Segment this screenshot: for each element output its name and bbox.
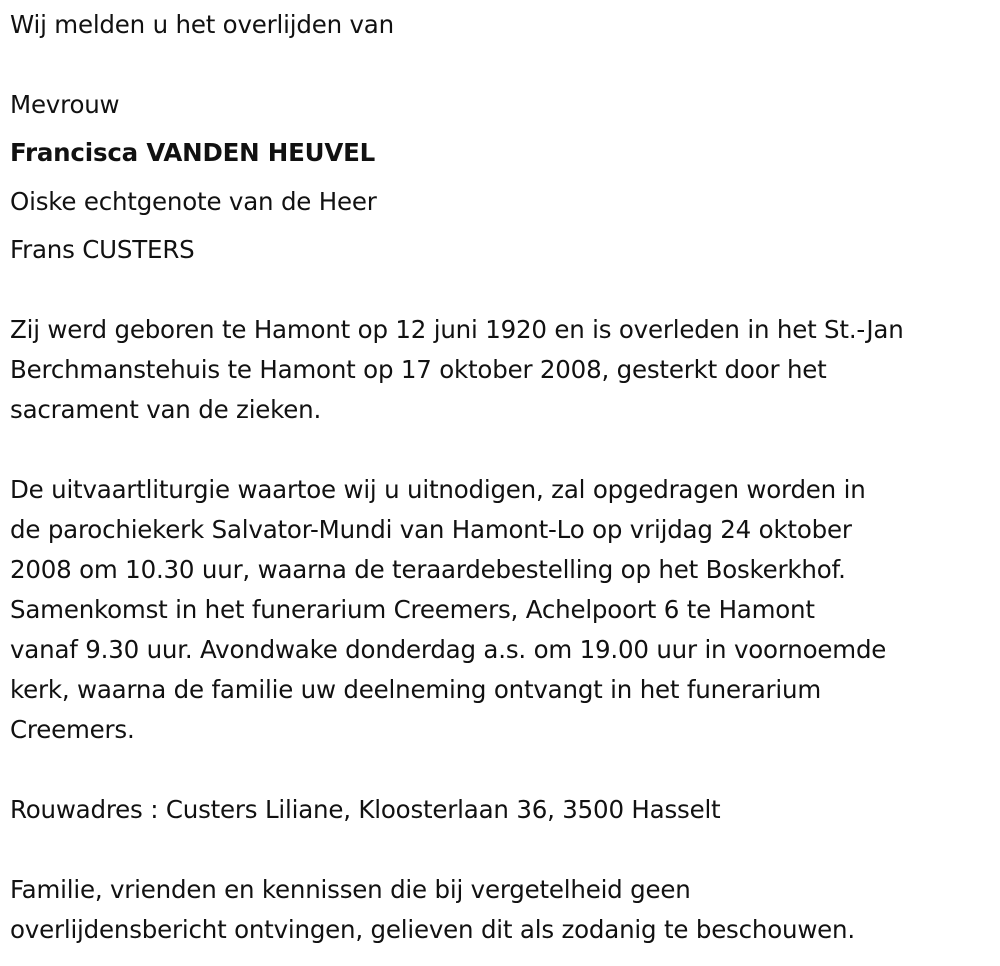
paragraph-line: de parochiekerk Salvator-Mundi van Hamont-Lo op vrijdag 24 oktober (10, 515, 852, 544)
paragraph-line: Creemers. (10, 715, 135, 744)
spouse-line-1: Oiske echtgenote van de Heer (10, 187, 377, 216)
mourning-address: Rouwadres : Custers Liliane, Kloosterlaan 36, 3500 Hasselt (10, 795, 721, 824)
deceased-name: Francisca VANDEN HEUVEL (10, 138, 376, 167)
paragraph-line: Zij werd geboren te Hamont op 12 juni 1920 en is overleden in het St.-Jan (10, 315, 904, 344)
paragraph-line: 2008 om 10.30 uur, waarna de teraardebestelling op het Boskerkhof. (10, 555, 846, 584)
salutation: Mevrouw (10, 90, 120, 119)
paragraph-line: kerk, waarna de familie uw deelneming ontvangt in het funerarium (10, 675, 822, 704)
paragraph-line: vanaf 9.30 uur. Avondwake donderdag a.s. om 19.00 uur in voornoemde (10, 635, 887, 664)
paragraph-line: Samenkomst in het funerarium Creemers, Achelpoort 6 te Hamont (10, 595, 815, 624)
paragraph-line: Familie, vrienden en kennissen die bij vergetelheid geen (10, 875, 691, 904)
intro-text: Wij melden u het overlijden van (10, 10, 394, 39)
paragraph-line: sacrament van de zieken. (10, 395, 322, 424)
paragraph-line: overlijdensbericht ontvingen, gelieven dit als zodanig te beschouwen. (10, 915, 855, 944)
paragraph-line: Berchmanstehuis te Hamont op 17 oktober 2008, gesterkt door het (10, 355, 827, 384)
spouse-line-2: Frans CUSTERS (10, 235, 195, 264)
paragraph-line: De uitvaartliturgie waartoe wij u uitnodigen, zal opgedragen worden in (10, 475, 866, 504)
